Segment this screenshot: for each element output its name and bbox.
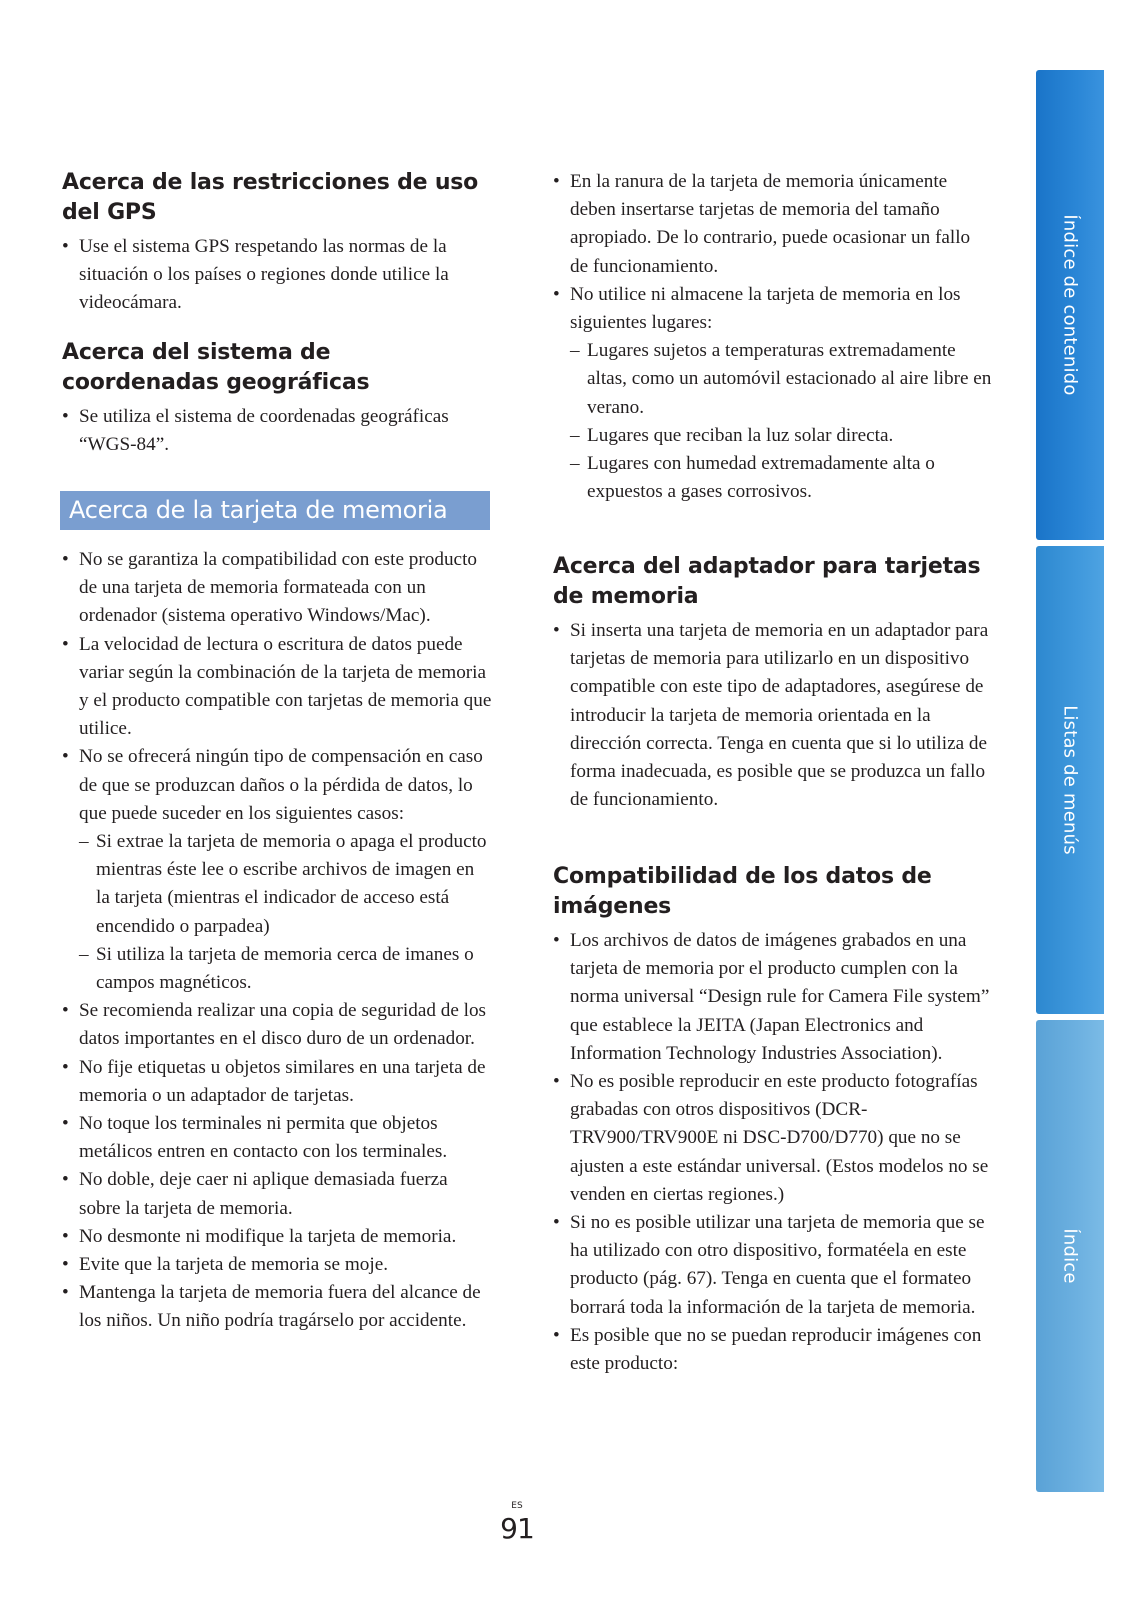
dash-list-item: – Si extrae la tarjeta de memoria o apaga el producto mientras éste lee o escribe archivos de imagen en la tarjeta (mientras el indicador de acceso está encendido o parpadea): [62, 828, 492, 941]
list-item: • Si inserta una tarjeta de memoria en un adaptador para tarjetas de memoria para utilizarlo en un dispositivo compatible con este tipo de adaptadores, asegúrese de introducir la tarjeta de memoria orientada en la dirección correcta. Tenga en cuenta que si lo utiliza de forma inadecuada, es posible que se produzca un fallo de funcionamiento.: [553, 617, 993, 814]
list-item: • Use el sistema GPS respetando las normas de la situación o los países o regiones donde utilice la videocámara.: [62, 233, 492, 318]
list-item: • Los archivos de datos de imágenes grabados en una tarjeta de memoria por el producto cumplen con la norma universal “Design rule for Camera File system” que establece la JEITA (Japan Electronics and Information Technology Industries Association).: [553, 927, 993, 1068]
coord-heading: Acerca del sistema de coordenadas geográficas: [62, 340, 370, 395]
coord-list: [62, 403, 492, 459]
list-item: • Se recomienda realizar una copia de seguridad de los datos importantes en el disco duro de un ordenador.: [62, 997, 492, 1053]
dash-list-item: – Lugares sujetos a temperaturas extremadamente altas, como un automóvil estacionado al aire libre en verano.: [553, 337, 993, 422]
gps-list: [62, 233, 492, 318]
tab-menu-lists-label: Listas de menús: [1059, 705, 1081, 855]
dash-list-item: – Lugares que reciban la luz solar directa.: [553, 422, 993, 450]
page-language: ES: [511, 1501, 523, 1511]
tab-table-of-contents-label: Índice de contenido: [1059, 214, 1081, 396]
list-item: • No utilice ni almacene la tarjeta de memoria en los siguientes lugares:: [553, 281, 993, 337]
list-item: • No se garantiza la compatibilidad con este producto de una tarjeta de memoria formateada con un ordenador (sistema operativo Windows/Mac).: [62, 546, 492, 631]
gps-heading: Acerca de las restricciones de uso del GPS: [62, 170, 479, 225]
list-item: • En la ranura de la tarjeta de memoria únicamente deben insertarse tarjetas de memoria del tamaño apropiado. De lo contrario, puede ocasionar un fallo de funcionamiento.: [553, 168, 993, 281]
memory-card-list: [62, 546, 492, 1336]
tab-table-of-contents[interactable]: [1036, 70, 1104, 540]
tab-menu-lists[interactable]: [1036, 546, 1104, 1014]
tab-index-label: Índice: [1059, 1228, 1081, 1284]
list-item: • Se utiliza el sistema de coordenadas geográficas “WGS-84”.: [62, 403, 492, 459]
page-number: 91: [500, 1512, 534, 1545]
list-item: • Evite que la tarjeta de memoria se moje.: [62, 1251, 492, 1279]
list-item: • No desmonte ni modifique la tarjeta de memoria.: [62, 1223, 492, 1251]
slot-list: [553, 168, 993, 506]
list-item: • Si no es posible utilizar una tarjeta de memoria que se ha utilizado con otro dispositivo, formatéela en este producto (pág. 67). Tenga en cuenta que el formateo borrará toda la información de la tarjeta de memoria.: [553, 1209, 993, 1322]
list-item: • No toque los terminales ni permita que objetos metálicos entren en contacto con los terminales.: [62, 1110, 492, 1166]
adapter-heading: Acerca del adaptador para tarjetas de memoria: [553, 554, 981, 609]
compat-heading: Compatibilidad de los datos de imágenes: [553, 864, 932, 919]
list-item: • No se ofrecerá ningún tipo de compensación en caso de que se produzcan daños o la pérdida de datos, lo que puede suceder en los siguientes casos:: [62, 743, 492, 828]
dash-list-item: – Lugares con humedad extremadamente alta o expuestos a gases corrosivos.: [553, 450, 993, 506]
compat-list: [553, 927, 993, 1378]
memory-card-section-title: Acerca de la tarjeta de memoria: [60, 491, 490, 530]
list-item: • Mantenga la tarjeta de memoria fuera del alcance de los niños. Un niño podría tragárselo por accidente.: [62, 1279, 492, 1335]
dash-list-item: – Si utiliza la tarjeta de memoria cerca de imanes o campos magnéticos.: [62, 941, 492, 997]
adapter-list: [553, 617, 993, 814]
list-item: • No es posible reproducir en este producto fotografías grabadas con otros dispositivos (DCR-TRV900/TRV900E ni DSC-D700/D770) que no se ajusten a este estándar universal. (Estos modelos no se venden en ciertas regiones.): [553, 1068, 993, 1209]
tab-index[interactable]: [1036, 1020, 1104, 1492]
list-item: • No doble, deje caer ni aplique demasiada fuerza sobre la tarjeta de memoria.: [62, 1166, 492, 1222]
list-item: • Es posible que no se puedan reproducir imágenes con este producto:: [553, 1322, 993, 1378]
list-item: • No fije etiquetas u objetos similares en una tarjeta de memoria o un adaptador de tarjetas.: [62, 1054, 492, 1110]
list-item: • La velocidad de lectura o escritura de datos puede variar según la combinación de la tarjeta de memoria y el producto compatible con tarjetas de memoria que utilice.: [62, 631, 492, 744]
